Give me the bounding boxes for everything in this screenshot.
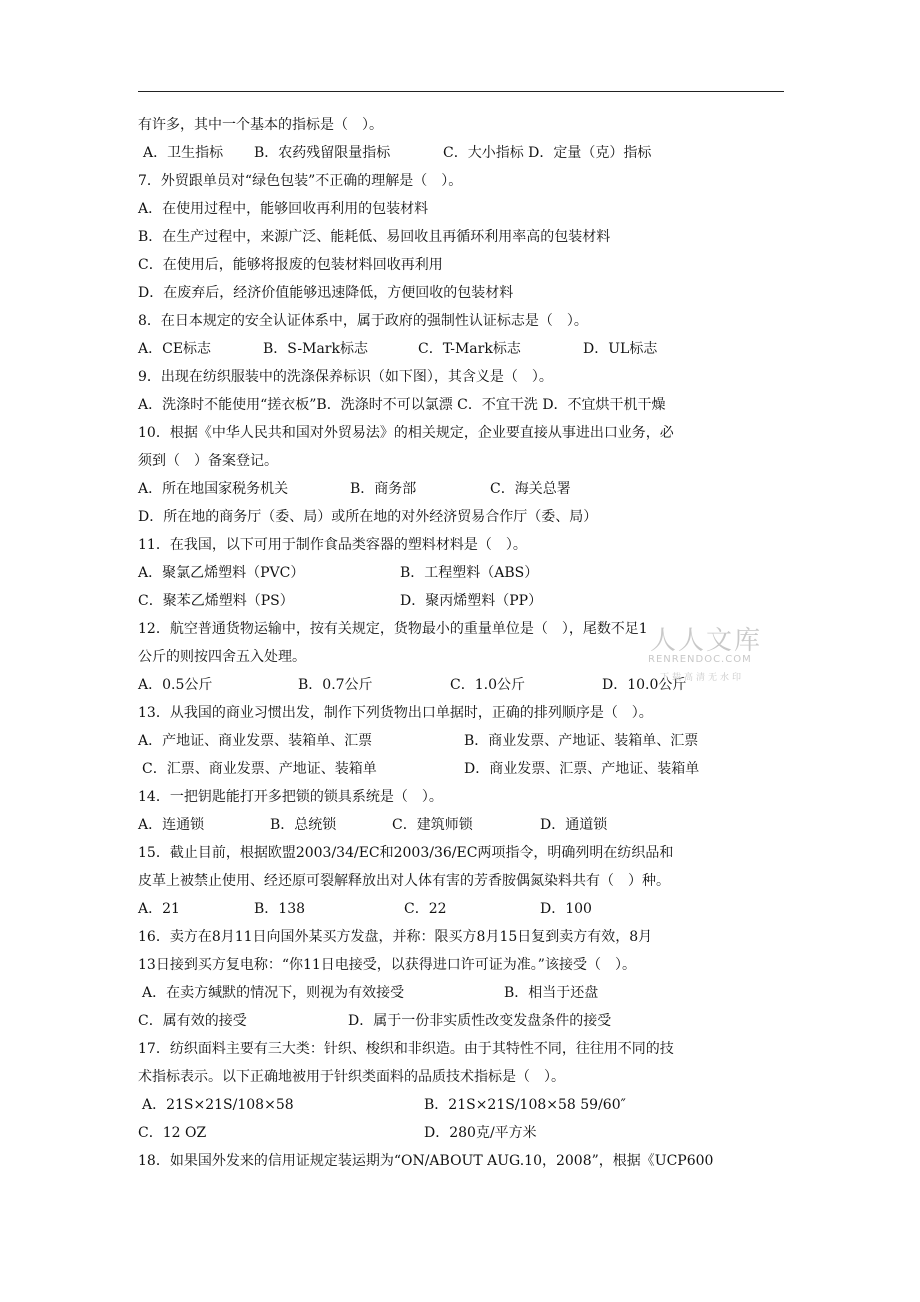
option-text: D．通道锁 <box>540 817 608 833</box>
question-15-options <box>138 896 788 922</box>
option-text: C．汇票、商业发票、产地证、装箱单 <box>142 761 377 777</box>
watermark-slogan: 下载高清无水印 <box>660 673 745 683</box>
watermark-title: 人人文库 <box>650 626 763 656</box>
option-text: A．21S×21S/108×58 <box>142 1097 294 1113</box>
question-10-stem: 10．根据《中华人民共和国对外贸易法》的相关规定，企业要直接从事进出口业务，必 <box>138 425 674 441</box>
option-text: B．21S×21S/108×58 59/60″ <box>424 1097 626 1113</box>
question-14-stem: 14．一把钥匙能打开多把锁的锁具系统是（ ）。 <box>138 789 443 805</box>
question-10-stem-continuation: 须到（ ）备案登记。 <box>138 453 278 469</box>
option-text: D．商业发票、汇票、产地证、装箱单 <box>464 761 700 777</box>
question-16-stem-continuation: 13日接到买方复电称：“你11日电接受，以获得进口许可证为准。”该接受（ ）。 <box>138 957 636 973</box>
option-text: C．大小指标 D．定量（克）指标 <box>443 145 652 161</box>
question-10-options <box>138 476 788 502</box>
option-text: A．0.5公斤 <box>138 677 213 693</box>
question-12-options <box>138 672 788 698</box>
question-7-option-c: C．在使用后，能够将报废的包装材料回收再利用 <box>138 257 443 273</box>
question-13-options-ab <box>138 728 788 754</box>
question-17-stem: 17．纺织面料主要有三大类：针织、梭织和非织造。由于其特性不同，往往用不同的技 <box>138 1041 674 1057</box>
question-16-options-ab <box>138 980 788 1006</box>
question-7-option-b: B．在生产过程中，来源广泛、能耗低、易回收且再循环利用率高的包装材料 <box>138 229 611 245</box>
question-15-stem-continuation: 皮革上被禁止使用、经还原可裂解释放出对人体有害的芳香胺偶氮染料共有（ ）种。 <box>138 873 670 889</box>
option-text: D．聚丙烯塑料（PP） <box>400 593 543 609</box>
option-text: B．商务部 <box>350 481 417 497</box>
option-text: B．总统锁 <box>270 817 337 833</box>
question-10-option-d: D．所在地的商务厅（委、局）或所在地的对外经济贸易合作厅（委、局） <box>138 509 598 525</box>
option-text: A．所在地国家税务机关 <box>138 481 289 497</box>
question-7-stem: 7．外贸跟单员对“绿色包装”不正确的理解是（ ）。 <box>138 173 463 189</box>
option-text: C．22 <box>404 901 447 917</box>
question-7-option-d: D．在废弃后，经济价值能够迅速降低，方便回收的包装材料 <box>138 285 514 301</box>
question-15-stem: 15．截止目前，根据欧盟2003/34/EC和2003/36/EC两项指令，明确列明在纺织品和 <box>138 845 674 861</box>
question-8-options <box>138 336 788 362</box>
option-text: C．12 OZ <box>138 1125 207 1141</box>
option-text: B．0.7公斤 <box>298 677 373 693</box>
option-text: A．产地证、商业发票、装箱单、汇票 <box>138 733 373 749</box>
option-text: D．10.0公斤 <box>602 677 687 693</box>
option-text: A．21 <box>138 901 180 917</box>
watermark-site: RENRENDOC.COM <box>648 654 752 665</box>
question-11-stem: 11．在我国，以下可用于制作食品类容器的塑料材料是（ ）。 <box>138 537 527 553</box>
option-text: C．T-Mark标志 <box>418 341 521 357</box>
option-text: A．在卖方缄默的情况下，则视为有效接受 <box>142 985 405 1001</box>
option-text: B．S-Mark标志 <box>263 341 368 357</box>
option-text: A．CE标志 <box>138 341 212 357</box>
question-18-stem: 18．如果国外发来的信用证规定装运期为“ON/ABOUT AUG.10，2008”，根据《UCP600 <box>138 1153 714 1169</box>
question-9-options: A．洗涤时不能使用“搓衣板”B．洗涤时不可以氯漂 C．不宜干洗 D．不宜烘干机干燥 <box>138 397 666 413</box>
option-text: C．建筑师锁 <box>392 817 473 833</box>
question-17-stem-continuation: 术指标表示。以下正确地被用于针织类面料的品质技术指标是（ ）。 <box>138 1069 565 1085</box>
option-text: B．工程塑料（ABS） <box>400 565 539 581</box>
option-text: B．相当于还盘 <box>504 985 599 1001</box>
question-12-stem-continuation: 公斤的则按四舍五入处理。 <box>138 649 306 665</box>
option-text: A．卫生指标 <box>143 145 224 161</box>
option-text: D．100 <box>540 901 592 917</box>
question-17-options-cd <box>138 1120 788 1146</box>
question-11-options-cd <box>138 588 788 614</box>
option-text: D．280克/平方米 <box>424 1125 537 1141</box>
option-text: A．聚氯乙烯塑料（PVC） <box>138 565 305 581</box>
question-14-options <box>138 812 788 838</box>
option-text: D．UL标志 <box>583 341 658 357</box>
option-text: C．海关总署 <box>490 481 571 497</box>
question-8-stem: 8．在日本规定的安全认证体系中，属于政府的强制性认证标志是（ ）。 <box>138 313 588 329</box>
question-16-options-cd <box>138 1008 788 1034</box>
question-6-continuation: 有许多，其中一个基本的指标是（ ）。 <box>138 117 383 133</box>
option-text: B．138 <box>254 901 306 917</box>
option-text: B．商业发票、产地证、装箱单、汇票 <box>464 733 699 749</box>
option-text: D．属于一份非实质性改变发盘条件的接受 <box>348 1013 612 1029</box>
option-text: A．连通锁 <box>138 817 205 833</box>
option-text: C．1.0公斤 <box>450 677 525 693</box>
question-9-stem: 9．出现在纺织服装中的洗涤保养标识（如下图），其含义是（ ）。 <box>138 369 553 385</box>
question-16-stem: 16．卖方在8月11日向国外某买方发盘，并称：限买方8月15日复到卖方有效，8月 <box>138 929 653 945</box>
option-text: B．农药残留限量指标 <box>254 145 391 161</box>
question-6-options <box>138 140 788 166</box>
question-13-options-cd <box>138 756 788 782</box>
question-17-options-ab <box>138 1092 788 1118</box>
question-7-option-a: A．在使用过程中，能够回收再利用的包装材料 <box>138 201 429 217</box>
question-12-stem: 12．航空普通货物运输中，按有关规定，货物最小的重量单位是（ ），尾数不足1 <box>138 621 648 637</box>
question-13-stem: 13．从我国的商业习惯出发，制作下列货物出口单据时，正确的排列顺序是（ ）。 <box>138 705 653 721</box>
option-text: C．聚苯乙烯塑料（PS） <box>138 593 294 609</box>
header-rule <box>138 91 784 92</box>
option-text: C．属有效的接受 <box>138 1013 247 1029</box>
question-11-options-ab <box>138 560 788 586</box>
